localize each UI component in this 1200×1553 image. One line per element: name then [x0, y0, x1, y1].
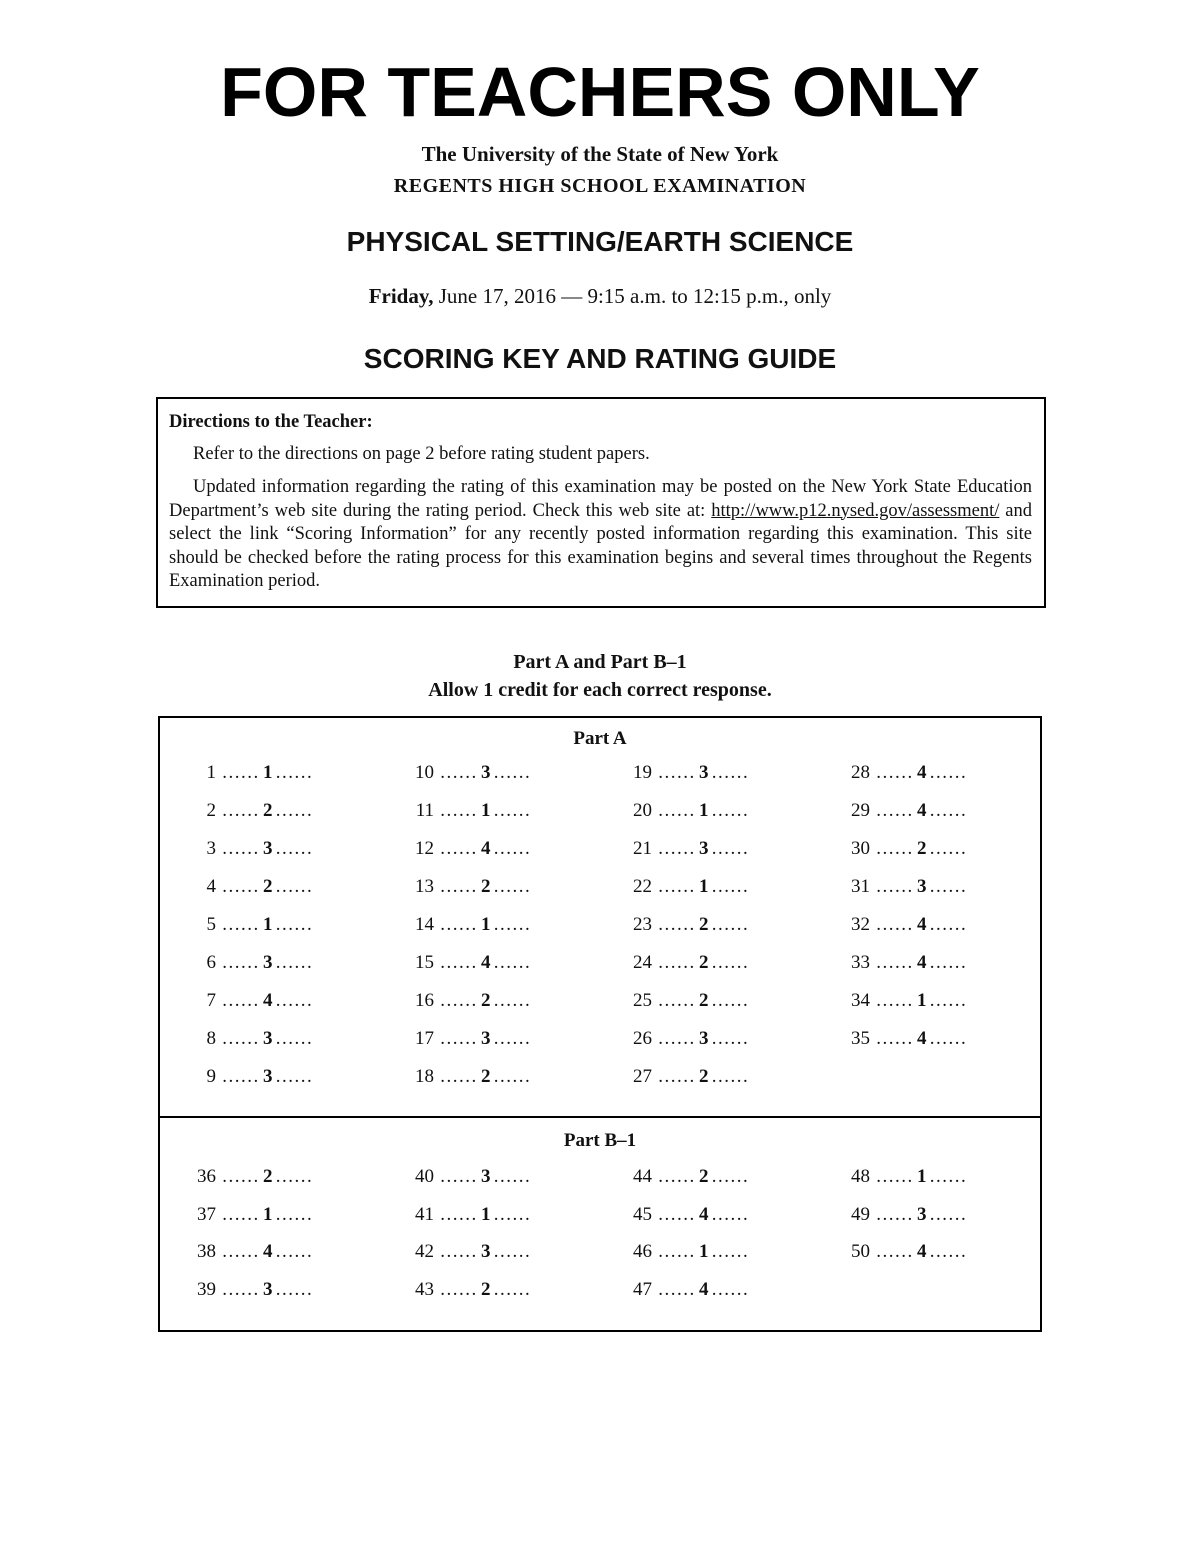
part-a-answer-4	[186, 876, 313, 898]
question-number: 45	[633, 1203, 652, 1225]
leader-dots: ......	[275, 1241, 314, 1262]
page-headline: FOR TEACHERS ONLY	[220, 53, 980, 131]
correct-answer: 3	[917, 876, 927, 897]
correct-answer: 4	[481, 838, 491, 859]
question-number: 12	[415, 838, 434, 859]
leader-dots: ......	[216, 1166, 260, 1187]
leader-dots: ......	[711, 876, 750, 897]
part-a-answer-9	[186, 1066, 313, 1088]
leader-dots: ......	[434, 1066, 478, 1087]
leader-dots: ......	[216, 800, 260, 821]
leader-dots: ......	[929, 990, 968, 1011]
leader-dots: ......	[652, 1241, 696, 1262]
question-number: 35	[851, 1028, 870, 1049]
leader-dots: ......	[870, 914, 914, 935]
leader-dots: ......	[652, 800, 696, 821]
leader-dots: ......	[275, 990, 314, 1011]
part-b1-answer-50	[840, 1241, 967, 1263]
leader-dots: ......	[434, 838, 478, 859]
leader-dots: ......	[711, 1166, 750, 1187]
part-b1-answer-48	[840, 1166, 967, 1188]
part-a-answer-24	[622, 952, 749, 974]
leader-dots: ......	[434, 1166, 478, 1187]
question-number: 25	[633, 990, 652, 1011]
leader-dots: ......	[652, 1278, 696, 1300]
leader-dots: ......	[434, 800, 478, 821]
part-a-answer-7	[186, 990, 313, 1012]
part-a-answer-1	[186, 762, 313, 784]
correct-answer: 1	[699, 876, 709, 897]
part-b1-answer-46	[622, 1241, 749, 1263]
correct-answer: 2	[917, 838, 927, 859]
correct-answer: 1	[481, 914, 491, 935]
question-number: 44	[633, 1166, 652, 1187]
directions-box	[156, 397, 1046, 608]
correct-answer: 4	[917, 1241, 927, 1262]
correct-answer: 1	[263, 1203, 273, 1225]
leader-dots: ......	[216, 914, 260, 935]
question-number: 37	[197, 1203, 216, 1225]
part-b1-answer-44	[622, 1166, 749, 1188]
leader-dots: ......	[434, 1028, 478, 1049]
part-a-answer-6	[186, 952, 313, 974]
leader-dots: ......	[275, 1028, 314, 1049]
leader-dots: ......	[216, 838, 260, 859]
part-a-answer-2	[186, 800, 313, 822]
leader-dots: ......	[216, 990, 260, 1011]
correct-answer: 2	[699, 990, 709, 1011]
leader-dots: ......	[652, 1166, 696, 1187]
leader-dots: ......	[711, 1278, 750, 1300]
leader-dots: ......	[929, 952, 968, 973]
leader-dots: ......	[870, 1241, 914, 1262]
leader-dots: ......	[870, 1028, 914, 1049]
directions-text: Updated information regarding the rating of this examination may be posted on the New York State Education Department’s web site during the rating period. Check this web site at:	[169, 477, 1032, 521]
leader-dots: ......	[275, 914, 314, 935]
correct-answer: 2	[263, 1166, 273, 1187]
part-a-answer-25	[622, 990, 749, 1012]
leader-dots: ......	[275, 800, 314, 821]
question-number: 7	[206, 990, 216, 1011]
leader-dots: ......	[493, 838, 532, 859]
leader-dots: ......	[711, 800, 750, 821]
part-a-answer-26	[622, 1028, 749, 1050]
leader-dots: ......	[652, 1028, 696, 1049]
leader-dots: ......	[870, 762, 914, 783]
part-a-answer-5	[186, 914, 313, 936]
correct-answer: 1	[263, 914, 273, 935]
leader-dots: ......	[652, 952, 696, 973]
question-number: 2	[206, 800, 216, 821]
question-number: 9	[206, 1066, 216, 1087]
leader-dots: ......	[870, 952, 914, 973]
leader-dots: ......	[493, 990, 532, 1011]
section-divider	[160, 1116, 1040, 1118]
part-a-answer-10	[404, 762, 531, 784]
leader-dots: ......	[216, 1203, 260, 1225]
leader-dots: ......	[652, 990, 696, 1011]
correct-answer: 3	[481, 762, 491, 783]
question-number: 42	[415, 1241, 434, 1262]
question-number: 16	[415, 990, 434, 1011]
question-number: 11	[415, 800, 434, 821]
leader-dots: ......	[870, 1166, 914, 1187]
leader-dots: ......	[652, 914, 696, 935]
correct-answer: 2	[481, 876, 491, 897]
part-b1-label: Part B–1	[563, 1130, 637, 1151]
part-a-label: Part A	[573, 728, 627, 749]
correct-answer: 2	[481, 1066, 491, 1087]
part-b1-answer-38	[186, 1241, 313, 1263]
question-number: 32	[851, 914, 870, 935]
correct-answer: 4	[917, 914, 927, 935]
question-number: 27	[633, 1066, 652, 1087]
assessment-link[interactable]: http://www.p12.nysed.gov/assessment/	[711, 500, 1000, 521]
correct-answer: 4	[917, 1028, 927, 1049]
parts-title: Part A and Part B–1	[513, 651, 687, 673]
part-a-answer-33	[840, 952, 967, 974]
leader-dots: ......	[493, 952, 532, 973]
leader-dots: ......	[929, 1028, 968, 1049]
correct-answer: 2	[263, 800, 273, 821]
leader-dots: ......	[493, 1166, 532, 1187]
question-number: 20	[633, 800, 652, 821]
question-number: 36	[197, 1166, 216, 1187]
exam-day: Friday,	[368, 284, 434, 308]
leader-dots: ......	[216, 952, 260, 973]
correct-answer: 4	[917, 800, 927, 821]
part-a-answer-22	[622, 876, 749, 898]
leader-dots: ......	[493, 1203, 532, 1225]
correct-answer: 3	[481, 1028, 491, 1049]
question-number: 40	[415, 1166, 434, 1187]
leader-dots: ......	[652, 838, 696, 859]
correct-answer: 3	[917, 1203, 927, 1225]
question-number: 43	[415, 1278, 434, 1300]
correct-answer: 1	[699, 1241, 709, 1262]
leader-dots: ......	[434, 990, 478, 1011]
part-b1-answer-36	[186, 1166, 313, 1188]
leader-dots: ......	[493, 914, 532, 935]
question-number: 21	[633, 838, 652, 859]
leader-dots: ......	[275, 1166, 314, 1187]
correct-answer: 3	[263, 1028, 273, 1049]
leader-dots: ......	[434, 1203, 478, 1225]
question-number: 47	[633, 1278, 652, 1300]
leader-dots: ......	[711, 838, 750, 859]
question-number: 18	[415, 1066, 434, 1087]
leader-dots: ......	[216, 876, 260, 897]
part-a-answer-27	[622, 1066, 749, 1088]
part-b1-answer-37	[186, 1204, 313, 1226]
question-number: 1	[206, 762, 216, 783]
question-number: 39	[197, 1278, 216, 1300]
leader-dots: ......	[434, 952, 478, 973]
leader-dots: ......	[275, 876, 314, 897]
exam-date-time	[0, 284, 1200, 309]
leader-dots: ......	[434, 876, 478, 897]
leader-dots: ......	[870, 1203, 914, 1225]
correct-answer: 2	[699, 1066, 709, 1087]
part-b1-answer-49	[840, 1204, 967, 1226]
leader-dots: ......	[929, 800, 968, 821]
question-number: 6	[206, 952, 216, 973]
part-a-answer-29	[840, 800, 967, 822]
leader-dots: ......	[711, 914, 750, 935]
question-number: 13	[415, 876, 434, 897]
parts-heading	[0, 648, 1200, 704]
leader-dots: ......	[275, 762, 314, 783]
part-a-answer-20	[622, 800, 749, 822]
question-number: 38	[197, 1241, 216, 1262]
correct-answer: 4	[917, 762, 927, 783]
leader-dots: ......	[711, 1028, 750, 1049]
leader-dots: ......	[929, 762, 968, 783]
part-a-answer-19	[622, 762, 749, 784]
leader-dots: ......	[493, 1066, 532, 1087]
part-b1-answer-39	[186, 1279, 313, 1301]
leader-dots: ......	[711, 952, 750, 973]
question-number: 30	[851, 838, 870, 859]
correct-answer: 1	[917, 1166, 927, 1187]
question-number: 49	[851, 1203, 870, 1225]
part-a-answer-28	[840, 762, 967, 784]
correct-answer: 1	[481, 1203, 491, 1225]
part-a-answer-35	[840, 1028, 967, 1050]
leader-dots: ......	[711, 1203, 750, 1225]
question-number: 33	[851, 952, 870, 973]
part-a-answer-12	[404, 838, 531, 860]
correct-answer: 2	[263, 876, 273, 897]
leader-dots: ......	[493, 762, 532, 783]
part-a-answer-23	[622, 914, 749, 936]
part-a-answer-3	[186, 838, 313, 860]
leader-dots: ......	[929, 876, 968, 897]
leader-dots: ......	[652, 1203, 696, 1225]
leader-dots: ......	[711, 762, 750, 783]
university-name: The University of the State of New York	[421, 142, 779, 166]
directions-paragraph-1: Refer to the directions on page 2 before rating student papers.	[193, 443, 650, 464]
guide-title: SCORING KEY AND RATING GUIDE	[363, 343, 837, 374]
leader-dots: ......	[434, 762, 478, 783]
leader-dots: ......	[275, 1278, 314, 1300]
exam-subject: PHYSICAL SETTING/EARTH SCIENCE	[346, 226, 854, 257]
correct-answer: 1	[699, 800, 709, 821]
directions-paragraph-2	[169, 476, 1032, 594]
leader-dots: ......	[216, 1241, 260, 1262]
correct-answer: 4	[917, 952, 927, 973]
leader-dots: ......	[493, 1241, 532, 1262]
leader-dots: ......	[216, 762, 260, 783]
leader-dots: ......	[216, 1066, 260, 1087]
exam-date: June 17, 2016 — 9:15 a.m. to 12:15 p.m., only	[433, 284, 832, 308]
correct-answer: 3	[263, 952, 273, 973]
part-a-answer-31	[840, 876, 967, 898]
leader-dots: ......	[929, 1166, 968, 1187]
leader-dots: ......	[870, 990, 914, 1011]
question-number: 3	[206, 838, 216, 859]
leader-dots: ......	[870, 838, 914, 859]
part-a-answer-30	[840, 838, 967, 860]
leader-dots: ......	[216, 1028, 260, 1049]
leader-dots: ......	[652, 762, 696, 783]
correct-answer: 1	[481, 800, 491, 821]
question-number: 17	[415, 1028, 434, 1049]
leader-dots: ......	[434, 914, 478, 935]
correct-answer: 2	[699, 914, 709, 935]
correct-answer: 4	[481, 952, 491, 973]
question-number: 5	[206, 914, 216, 935]
leader-dots: ......	[493, 1028, 532, 1049]
part-a-answer-11	[404, 800, 531, 822]
leader-dots: ......	[493, 800, 532, 821]
leader-dots: ......	[870, 876, 914, 897]
correct-answer: 4	[699, 1203, 709, 1225]
leader-dots: ......	[275, 838, 314, 859]
directions-text-end: and select the link “Scoring Information” for any recently posted information regarding this examination. This site should be checked before the rating process for this examination begins and several times throughout the Regents Examination period.	[169, 500, 1032, 591]
question-number: 10	[415, 762, 434, 783]
part-a-answer-32	[840, 914, 967, 936]
leader-dots: ......	[929, 914, 968, 935]
question-number: 48	[851, 1166, 870, 1187]
correct-answer: 4	[263, 1241, 273, 1262]
correct-answer: 3	[481, 1241, 491, 1262]
part-b1-answer-42	[404, 1241, 531, 1263]
question-number: 26	[633, 1028, 652, 1049]
correct-answer: 3	[263, 1278, 273, 1300]
question-number: 23	[633, 914, 652, 935]
leader-dots: ......	[652, 1066, 696, 1087]
leader-dots: ......	[216, 1278, 260, 1300]
part-a-answer-17	[404, 1028, 531, 1050]
part-a-answer-8	[186, 1028, 313, 1050]
leader-dots: ......	[929, 1203, 968, 1225]
correct-answer: 2	[481, 1278, 491, 1300]
part-a-answer-16	[404, 990, 531, 1012]
credit-note: Allow 1 credit for each correct response.	[428, 679, 772, 701]
question-number: 14	[415, 914, 434, 935]
correct-answer: 2	[699, 952, 709, 973]
question-number: 4	[206, 876, 216, 897]
question-number: 19	[633, 762, 652, 783]
correct-answer: 2	[481, 990, 491, 1011]
correct-answer: 3	[699, 838, 709, 859]
part-b1-answer-45	[622, 1204, 749, 1226]
part-b1-answer-47	[622, 1279, 749, 1301]
leader-dots: ......	[929, 1241, 968, 1262]
directions-title: Directions to the Teacher:	[169, 412, 373, 432]
leader-dots: ......	[711, 1066, 750, 1087]
correct-answer: 3	[699, 1028, 709, 1049]
correct-answer: 1	[263, 762, 273, 783]
leader-dots: ......	[493, 876, 532, 897]
correct-answer: 2	[699, 1166, 709, 1187]
leader-dots: ......	[929, 838, 968, 859]
question-number: 46	[633, 1241, 652, 1262]
leader-dots: ......	[711, 1241, 750, 1262]
part-a-answer-14	[404, 914, 531, 936]
correct-answer: 3	[699, 762, 709, 783]
leader-dots: ......	[275, 1066, 314, 1087]
correct-answer: 3	[263, 838, 273, 859]
question-number: 41	[415, 1203, 434, 1225]
leader-dots: ......	[434, 1278, 478, 1300]
correct-answer: 3	[481, 1166, 491, 1187]
part-a-answer-15	[404, 952, 531, 974]
leader-dots: ......	[652, 876, 696, 897]
correct-answer: 3	[263, 1066, 273, 1087]
leader-dots: ......	[711, 990, 750, 1011]
leader-dots: ......	[870, 800, 914, 821]
question-number: 22	[633, 876, 652, 897]
part-b1-answer-43	[404, 1279, 531, 1301]
question-number: 34	[851, 990, 870, 1011]
question-number: 15	[415, 952, 434, 973]
leader-dots: ......	[275, 952, 314, 973]
part-a-answer-34	[840, 990, 967, 1012]
exam-type: REGENTS HIGH SCHOOL EXAMINATION	[393, 175, 807, 197]
part-b1-answer-40	[404, 1166, 531, 1188]
question-number: 29	[851, 800, 870, 821]
leader-dots: ......	[493, 1278, 532, 1300]
question-number: 24	[633, 952, 652, 973]
question-number: 31	[851, 876, 870, 897]
leader-dots: ......	[434, 1241, 478, 1262]
correct-answer: 1	[917, 990, 927, 1011]
part-b1-answer-41	[404, 1204, 531, 1226]
correct-answer: 4	[263, 990, 273, 1011]
part-a-answer-13	[404, 876, 531, 898]
question-number: 50	[851, 1241, 870, 1262]
part-a-answer-18	[404, 1066, 531, 1088]
correct-answer: 4	[699, 1278, 709, 1300]
answer-key-box	[158, 716, 1042, 1332]
question-number: 8	[206, 1028, 216, 1049]
part-a-answer-21	[622, 838, 749, 860]
question-number: 28	[851, 762, 870, 783]
leader-dots: ......	[275, 1203, 314, 1225]
